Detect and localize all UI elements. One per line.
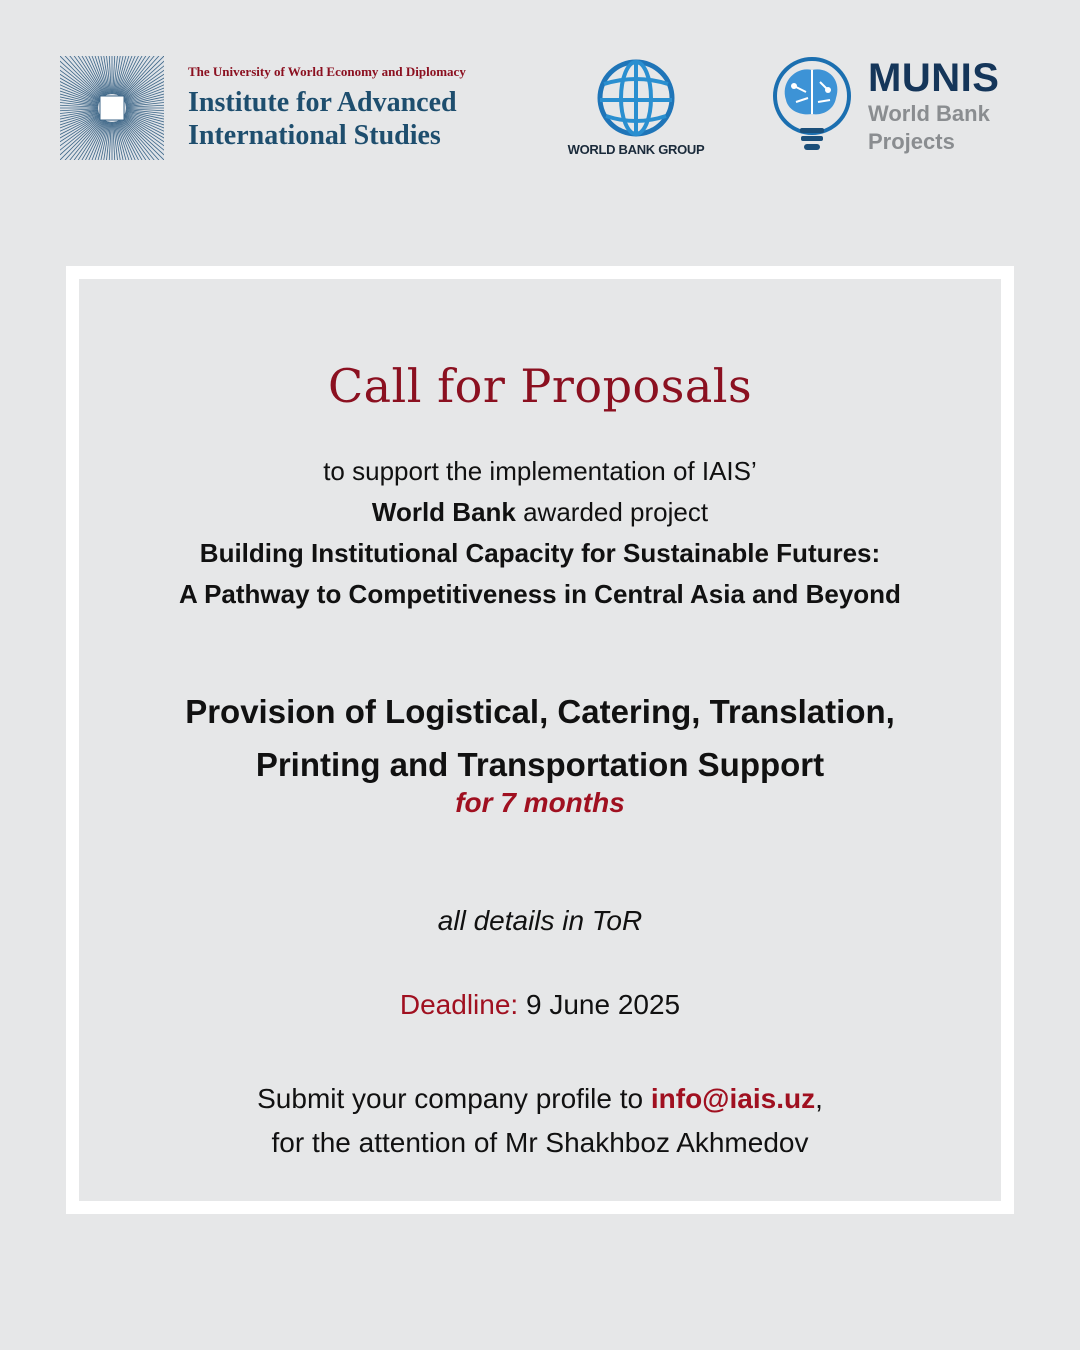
munis-subtitle-line2: Projects — [868, 129, 955, 154]
intro-line1: to support the implementation of IAIS’ — [323, 456, 757, 486]
munis-subtitle-line1: World Bank — [868, 101, 990, 126]
munis-title: MUNIS — [868, 56, 1000, 100]
duration: for 7 months — [455, 787, 625, 818]
intro-world-bank: World Bank — [371, 497, 516, 527]
details-note: all details in ToR — [437, 905, 643, 936]
attention-line: for the attention of Mr Shakhboz Akhmedov — [271, 1127, 809, 1158]
announcement-frame — [66, 266, 1014, 1214]
service-heading — [79, 685, 1001, 791]
project-intro — [79, 451, 1001, 615]
email-link[interactable]: info@iais.uz — [650, 1083, 816, 1114]
project-title-line1: Building Institutional Capacity for Sustainable Futures: — [199, 538, 881, 568]
logo-header — [0, 0, 1080, 240]
page-title: Call for Proposals — [327, 359, 753, 413]
institute-name-line2: International Studies — [188, 120, 441, 151]
service-line2: Printing and Transportation Support — [255, 746, 825, 783]
deadline — [79, 989, 1001, 1021]
institute-name-line1: Institute for Advanced — [188, 87, 457, 118]
project-title-line2: A Pathway to Competitiveness in Central Asia and Beyond — [179, 579, 901, 609]
deadline-label: Deadline: — [399, 989, 519, 1020]
submit-comma: , — [815, 1083, 823, 1114]
intro-line2 — [79, 492, 1001, 533]
world-bank-globe-icon — [596, 58, 676, 138]
iais-wordmark — [188, 64, 466, 152]
university-name: The University of World Economy and Diplomacy — [188, 64, 466, 79]
submission-info — [79, 1077, 1001, 1165]
world-bank-group-name: WORLD BANK GROUP — [567, 142, 705, 157]
munis-lightbulb-brain-icon — [770, 56, 854, 156]
service-line1: Provision of Logistical, Catering, Translation, — [185, 693, 895, 730]
announcement-panel — [79, 279, 1001, 1201]
munis-subtitle — [868, 100, 999, 156]
deadline-value: 9 June 2025 — [518, 989, 681, 1020]
institute-name — [188, 86, 466, 152]
intro-awarded: awarded project — [515, 497, 709, 527]
submit-text: Submit your company profile to — [257, 1083, 651, 1114]
submit-line — [79, 1077, 1001, 1121]
munis-wordmark — [868, 56, 999, 156]
iais-sunburst-logo-icon — [60, 56, 164, 160]
